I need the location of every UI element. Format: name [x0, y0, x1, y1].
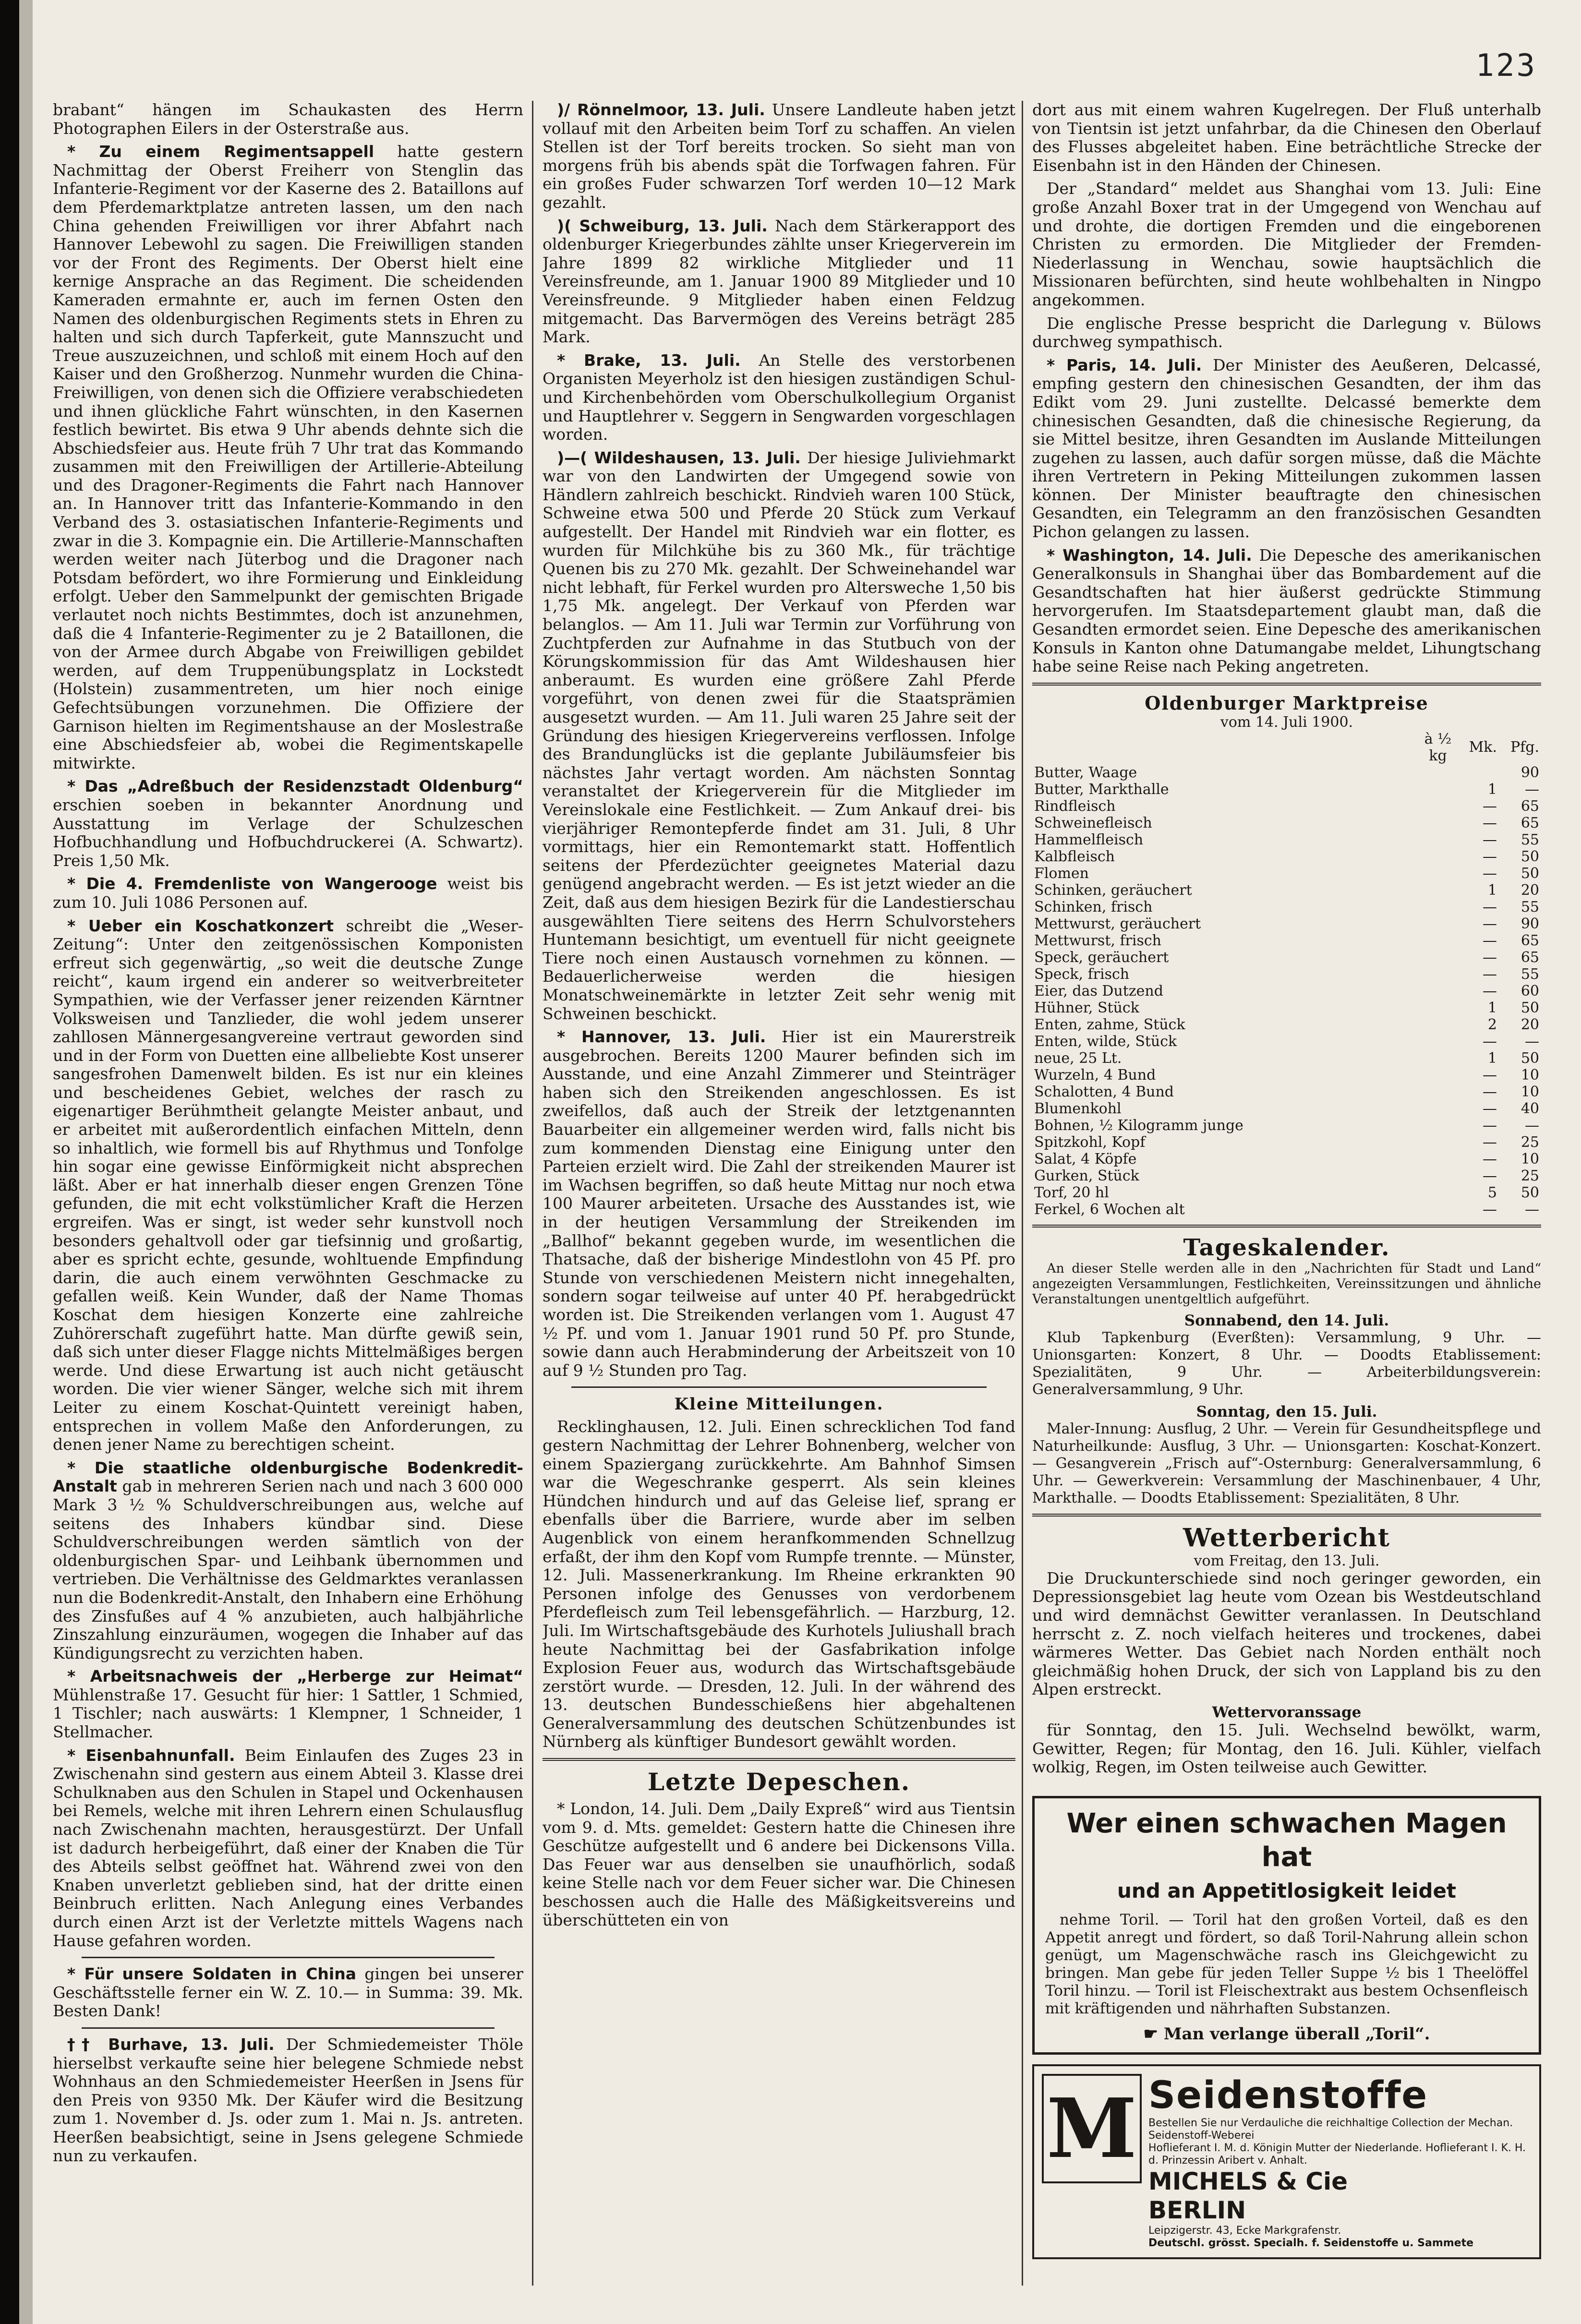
table-row: [1032, 1151, 1541, 1168]
table-row: [1032, 1184, 1541, 1201]
ad-city: BERLIN: [1148, 2196, 1246, 2224]
price-pfennig: 50: [1521, 1184, 1539, 1201]
price-item: Mettwurst, frisch: [1034, 932, 1162, 949]
article: * Die 4. Fremdenliste von Wangerooge weist bis zum 10. Juli 1086 Personen auf.: [53, 874, 523, 912]
weather-title: Wetterbericht: [1183, 1523, 1390, 1553]
price-mark: —: [1483, 949, 1497, 966]
article: * Hannover, 13. Juli. Hier ist ein Maurerstreik ausgebrochen. Bereits 1200 Maurer befinden sich im Ausstande, und eine Anzahl Zimmerer und Steinträger haben sich den Streikenden angeschlossen. Es ist zweifellos, daß auch der Streik der letztgenannten Bauarbeiter ein allgemeiner werden wird, falls nicht bis zum kommenden Dienstag eine Einigung unter den Parteien erzielt wird. Die Zahl der streikenden Maurer ist im Wachsen begriffen, so daß heute Mittag nur noch etwa 100 Maurer arbeiteten. Ursache des Ausstandes ist, wie in der heutigen Versammlung der Streikenden im „Ballhof“ bekannt gegeben wurde, im wesentlichen die Thatsache, daß der bisherige Mindestlohn von 45 Pf. pro Stunde von verschiedenen Meistern nicht innegehalten, sondern sogar teilweise auf unter 40 Pf. herabgedrückt worden ist. Die Streikenden verlangen vom 1. August 47 ½ Pf. und vom 1. Januar 1901 rund 50 Pf. pro Stunde, sowie dann auch Herabminderung der Arbeitszeit von 10 auf 9 ½ Stunden pro Tag.: [543, 1027, 1015, 1380]
price-item: Salat, 4 Köpfe: [1034, 1150, 1137, 1168]
price-pfennig: 25: [1521, 1133, 1539, 1151]
price-unit: [1419, 1184, 1457, 1201]
ad-note: Bestellen Sie nur Verdauliche die reichhaltige Collection der Mechan. Seidenstoff-Weberei: [1148, 2117, 1513, 2142]
column-rule: [532, 101, 533, 2286]
price-pfennig: 90: [1521, 764, 1539, 781]
mk-header: Mk.: [1469, 739, 1497, 756]
price-pfennig: —: [1525, 1201, 1539, 1218]
forecast-text: für Sonntag, den 15. Juli. Wechselnd bewölkt, warm, Gewitter, Regen; für Montag, den 16. Juli. Kühler, vielfach wolkig, Regen, im Osten teilweise auch Gewitter.: [1032, 1720, 1541, 1777]
forecast-title: Wettervoranssage: [1212, 1703, 1362, 1721]
price-mark: —: [1483, 814, 1497, 831]
divider: [82, 2027, 495, 2029]
price-unit: [1419, 1084, 1457, 1100]
price-mark: 1: [1487, 999, 1497, 1016]
price-mark: [1457, 764, 1499, 781]
calendar-items: Maler-Innung: Ausflug, 2 Uhr. — Verein für Gesundheitspflege und Naturheilkunde: Ausflug, 3 Uhr. — Unionsgarten: Koschat-Konzert. — Gesangverein „Frisch auf“-Osternburg: Generalversammlung, 6 Uhr. — Gewerkverein: Versammlung der Maschinenbauer, 4 Uhr, Markthalle. — Doodts Etablissement: Spezialitäten, 8 Uhr.: [1032, 1420, 1541, 1506]
article: * Zu einem Regimentsappell hatte gestern Nachmittag der Oberst Freiherr von Stenglin das Infanterie-Regiment vor der Kaserne des 2. Bataillons auf dem Pferdemarktplatze antreten lassen, um den nach China gehenden Freiwilligen vor ihrer Abfahrt nach Hannover Lebewohl zu sagen. Die Freiwilligen standen vor der Front des Regiments. Der Oberst hielt eine kernige Ansprache an das Regiment. Die scheidenden Kameraden ermahnte er, auch im fernen Osten den Namen des oldenburgischen Regiments stets in Ehren zu halten und sich durch Tapferkeit, gute Mannszucht und Treue auszuzeichnen, und schloß mit einem Hoch auf den Kaiser und den Großherzog. Nunmehr wurden die China-Freiwilligen, von denen sich die Offiziere verabschiedeten und ihnen glückliche Fahrt wünschten, in den Kasernen festlich bewirtet. Bis etwa 9 Uhr abends dehnte sich die Abschiedsfeier aus. Heute früh 7 Uhr trat das Kommando zusammen mit den Freiwilligen der Artillerie-Abteilung und des Dragoner-Regiments die Fahrt nach Hannover an. In Hannover tritt das Infanterie-Kommando in den Verband des 3. ostasiatischen Infanterie-Regiments und zwar in die 3. Kompagnie ein. Die Artillerie-Mannschaften werden weiter nach Jüterbog und die Dragoner nach Potsdam befördert, wo ihre Formierung und Einkleidung erfolgt. Ueber den Sammelpunkt der gemischten Brigade verlautet noch nichts Bestimmtes, doch ist anzunehmen, daß die 4 Infanterie-Regimenter zu je 2 Bataillonen, die von der Armee durch Abgabe von Freiwilligen gebildet werden, auf dem Truppenübungsplatz in Lockstedt (Holstein) zusammentreten, um hier noch einige Gefechtsübungen vorzunehmen. Die Offiziere der Garnison hielten im Regimentshause an der Moslestraße eine Abschiedsfeier ab, wobei die Regimentskapelle mitwirkte.: [53, 142, 523, 772]
price-item: Schalotten, 4 Bund: [1034, 1083, 1174, 1100]
table-row: [1032, 882, 1541, 899]
price-pfennig: 50: [1521, 999, 1539, 1016]
table-row: [1032, 1050, 1541, 1067]
column-1: [53, 101, 523, 2295]
price-mark: —: [1483, 1150, 1497, 1168]
article: Die englische Presse bespricht die Darlegung v. Bülows durchweg sympathisch.: [1032, 313, 1541, 351]
price-pfennig: —: [1525, 1117, 1539, 1134]
price-unit: [1419, 1168, 1457, 1184]
table-row: [1032, 1084, 1541, 1100]
table-row: [1032, 966, 1541, 983]
price-item: Kalbfleisch: [1034, 848, 1115, 865]
price-pfennig: 60: [1521, 982, 1539, 999]
table-row: [1032, 1033, 1541, 1050]
price-item: Butter, Waage: [1034, 764, 1137, 781]
toril-advertisement: [1032, 1796, 1541, 2055]
ad-subline: und an Appetitlosigkeit leidet: [1117, 1878, 1457, 1903]
table-row: [1032, 865, 1541, 882]
price-item: Torf, 20 hl: [1034, 1184, 1109, 1201]
price-item: Schinken, geräuchert: [1034, 881, 1192, 899]
price-unit: [1419, 865, 1457, 882]
price-pfennig: 65: [1521, 932, 1539, 949]
price-unit: [1419, 1016, 1457, 1033]
table-header: [1032, 731, 1541, 764]
price-unit: [1419, 1117, 1457, 1134]
article: †† Burhave, 13. Juli. Der Schmiedemeister Thöle hierselbst verkaufte seine hier belegene Schmiede nebst Wohnhaus an den Schmiedemeister Heerßen in Jsens für den Preis von 9350 Mk. Der Käufer wird die Besitzung zum 1. November d. Js. oder zum 1. Mai n. Js. antreten. Heerßen beabsichtigt, seine in Jsens gelegene Schmiede nun zu verkaufen.: [53, 2035, 523, 2165]
table-row: [1032, 915, 1541, 932]
article: brabant“ hängen im Schaukasten des Herrn Photographen Eilers in der Osterstraße aus.: [53, 101, 523, 138]
price-unit: [1419, 815, 1457, 831]
divider: [1032, 1514, 1541, 1517]
price-item: Wurzeln, 4 Bund: [1034, 1066, 1156, 1084]
price-pfennig: 10: [1521, 1150, 1539, 1168]
price-pfennig: 50: [1521, 865, 1539, 882]
price-pfennig: —: [1525, 1033, 1539, 1050]
price-unit: [1419, 999, 1457, 1016]
price-mark: —: [1483, 1066, 1497, 1084]
price-pfennig: —: [1525, 781, 1539, 798]
price-item: Spitzkohl, Kopf: [1034, 1133, 1146, 1151]
price-item: Rindfleisch: [1034, 797, 1116, 815]
price-unit: [1419, 1050, 1457, 1067]
price-item: Schinken, frisch: [1034, 898, 1153, 915]
price-pfennig: 20: [1521, 1016, 1539, 1033]
divider: [82, 1957, 495, 1958]
price-mark: 2: [1487, 1016, 1497, 1033]
price-unit: [1419, 1134, 1457, 1151]
ad-headline: Wer einen schwachen Magen hat: [1066, 1807, 1507, 1873]
price-unit: [1419, 1151, 1457, 1168]
ad-address: Leipzigerstr. 43, Ecke Markgrafenstr.: [1148, 2224, 1341, 2237]
table-row: [1032, 949, 1541, 966]
price-unit: [1419, 949, 1457, 966]
price-mark: 1: [1487, 781, 1497, 798]
price-mark: —: [1483, 1100, 1497, 1117]
hand-pointer-icon: ☛: [1143, 2024, 1164, 2044]
table-row: [1032, 848, 1541, 865]
scan-edge: [0, 0, 19, 2324]
price-item: Enten, wilde, Stück: [1034, 1033, 1177, 1050]
divider: [1032, 1225, 1541, 1228]
table-row: [1032, 932, 1541, 949]
divider: [571, 1386, 987, 1388]
price-pfennig: 50: [1521, 848, 1539, 865]
calendar-intro: An dieser Stelle werden alle in den „Nachrichten für Stadt und Land“ angezeigten Versammlungen, Festlichkeiten, Vereinssitzungen und ähnliche Veranstaltungen unentgeltlich aufgeführt.: [1032, 1261, 1541, 1307]
price-unit: [1419, 1067, 1457, 1084]
table-row: [1032, 764, 1541, 781]
article: Der „Standard“ meldet aus Shanghai vom 13. Juli: Eine große Anzahl Boxer trat in der Umgegend von Wenchau auf und drohte, die dortigen Fremden und die eingeborenen Christen zu ermorden. Die Mitglieder der Fremden-Niederlassung in Wenchau, sowie hauptsächlich die Missionaren befürchten, sind heute wohlbehalten in Ningpo angekommen.: [1032, 179, 1541, 309]
ad-tagline: Deutschl. grösst. Specialh. f. Seidenstoffe u. Sammete: [1148, 2237, 1474, 2249]
table-row: [1032, 1016, 1541, 1033]
price-pfennig: 10: [1521, 1066, 1539, 1084]
calendar-day: Sonntag, den 15. Juli.: [1196, 1403, 1377, 1421]
table-row: [1032, 831, 1541, 848]
price-mark: —: [1483, 915, 1497, 932]
price-item: Hammelfleisch: [1034, 831, 1144, 848]
divider: [1032, 683, 1541, 686]
table-row: [1032, 1067, 1541, 1084]
price-item: Ferkel, 6 Wochen alt: [1034, 1201, 1185, 1218]
table-row: [1032, 983, 1541, 999]
price-mark: —: [1483, 982, 1497, 999]
market-price-table: [1032, 731, 1541, 1218]
article: * London, 14. Juli. Dem „Daily Expreß“ wird aus Tientsin vom 9. d. Mts. gemeldet: Gestern hatte die Chinesen ihre Geschütze aufgestellt und 6 andere bei Dickensons Villa. Das Feuer war aus denselben sie unaufhörlich, sodaß keine Stelle nach vor dem Feuer sicher war. Die Chinesen beschossen auch die Halle des Mäßigkeitsvereins und überschütteten ein von: [543, 1799, 1015, 1929]
price-pfennig: 90: [1521, 915, 1539, 932]
table-row: [1032, 1100, 1541, 1117]
weather-subtitle: vom Freitag, den 13. Juli.: [1194, 1552, 1380, 1569]
price-mark: —: [1483, 1033, 1497, 1050]
article: Recklinghausen, 12. Juli. Einen schrecklichen Tod fand gestern Nachmittag der Lehrer Bohnenberg, welcher von einem Spaziergang zurückkehrte. Am Bahnhof Simsen war die Wegeschranke gesperrt. Als sein kleines Hündchen hindurch und auf das Geleise lief, sprang er ebenfalls über die Barriere, wurde aber im selben Augenblick von einem heranfkommenden Schnellzug erfaßt, der ihm den Kopf vom Rumpfe trennte. — Münster, 12. Juli. Massenerkrankung. Im Rheine erkrankten 90 Personen infolge des Genusses von verdorbenem Pferdefleisch zum Teil lebensgefährlich. — Harzburg, 12. Juli. Im Wirtschaftsgebäude des Kurhotels Juliushall brach heute Nachmittag bei der Gasfabrikation infolge Explosion Feuer aus, wodurch das Wirtschaftsgebäude zerstört wurde. — Dresden, 12. Juli. In der während des 13. deutschen Bundesschießens hier abgehaltenen Generalversammlung des deutschen Schützenbundes ist Nürnberg als künftiger Bundesort gewählt worden.: [543, 1417, 1015, 1751]
page-number: 123: [1475, 48, 1537, 84]
price-item: Flomen: [1034, 865, 1089, 882]
ad-body: [1148, 2074, 1532, 2250]
column-rule: [1022, 101, 1023, 2286]
table-row: [1032, 1134, 1541, 1151]
article: * Eisenbahnunfall. Beim Einlaufen des Zuges 23 in Zwischenahn sind gestern aus einem Abteil 3. Klasse drei Schulknaben aus den Schulen in Stapel und Ockenhausen bei Remels, welche mit ihren Lehrern einen Schulausflug nach Zwischenahn machten, herausgestürzt. Der Unfall ist dadurch herbeigeführt, daß einer der Knaben die Tür des Abteils selbst geöffnet hat. Während zwei von den Knaben unverletzt geblieben sind, hat der dritte einen Beinbruch erlitten. Nach Anlegung eines Verbandes durch einen Arzt ist der Verletzte mittels Wagens nach Hause gefahren worden.: [53, 1746, 523, 1950]
price-mark: —: [1483, 1083, 1497, 1100]
price-mark: —: [1483, 965, 1497, 983]
article: * Arbeitsnachweis der „Herberge zur Heimat“ Mühlenstraße 17. Gesucht für hier: 1 Sattler, 1 Schmied, 1 Tischler; nach auswärts: 1 Klempner, 1 Schneider, 1 Stellmacher.: [53, 1667, 523, 1742]
article: * Paris, 14. Juli. Der Minister des Aeußeren, Delcassé, empfing gestern den chinesischen Gesandten, der ihm das Edikt vom 29. Juni zustellte. Delcassé bemerkte dem chinesischen Gesandten, daß die chinesische Regierung, da sie Mittel besitze, ihren Gesandten im Auslande Mitteilungen zugehen zu lassen, auch dafür sorgen müsse, daß die Mächte ihren Vertretern in Peking Mitteilungen zukommen lassen können. Der Minister beauftragte den chinesischen Gesandten, ein Telegramm an den französischen Gesandten Pichon gelangen zu lassen.: [1032, 355, 1541, 542]
seidenstoffe-advertisement: [1032, 2064, 1541, 2259]
table-row: [1032, 899, 1541, 915]
ad-warrant: Hoflieferant I. M. d. Königin Mutter der Niederlande. Hoflieferant I. K. H. d. Prinzessin Aribert v. Anhalt.: [1148, 2142, 1526, 2167]
table-row: [1032, 798, 1541, 815]
unit-header: à ½ kg: [1424, 730, 1452, 764]
price-unit: [1419, 798, 1457, 815]
table-row: [1032, 1168, 1541, 1184]
price-unit: [1419, 899, 1457, 915]
price-mark: —: [1483, 1133, 1497, 1151]
article: )( Schweiburg, 13. Juli. Nach dem Stärkerapport des oldenburger Kriegerbundes zählte unser Kriegerverein im Jahre 1899 82 wirkliche Mitglieder und 11 Vereinsfreunde, am 1. Januar 1900 89 Mitglieder und 10 Vereinsfreunde. 9 Mitglieder haben einen Feldzug mitgemacht. Das Barvermögen des Vereins beträgt 285 Mark.: [543, 216, 1015, 347]
scan-edge-shadow: [19, 0, 33, 2324]
price-item: Butter, Markthalle: [1034, 781, 1169, 798]
price-unit: [1419, 1201, 1457, 1218]
price-item: Enten, zahme, Stück: [1034, 1016, 1185, 1033]
section-title: Kleine Mitteilungen.: [674, 1395, 884, 1414]
price-mark: 1: [1487, 1049, 1497, 1067]
article: * Das „Adreßbuch der Residenzstadt Oldenburg“ erschien soeben in bekannter Anordnung und Ausstattung im Verlage der Schulzeschen Hofbuchhandlung und Hofbuchdruckerei (A. Schwartz). Preis 1,50 Mk.: [53, 777, 523, 870]
table-row: [1032, 1117, 1541, 1134]
weather-text: Die Druckunterschiede sind noch geringer geworden, ein Depressionsgebiet lag heute vom Ozean bis Westdeutschland und wird demnächst Gewitter veranlassen. In Deutschland herrscht z. Z. noch vielfach heiteres und trockenes, dabei wärmeres Wetter. Das Gebiet nach Norden enthält noch gleichmäßig hohen Druck, der sich von Lappland bis zu den Alpen erstreckt.: [1032, 1568, 1541, 1699]
price-item: Mettwurst, geräuchert: [1034, 915, 1201, 932]
price-item: Speck, geräuchert: [1034, 949, 1169, 966]
price-unit: [1419, 882, 1457, 899]
calendar-day: Sonnabend, den 14. Juli.: [1184, 1312, 1389, 1329]
price-pfennig: 65: [1521, 797, 1539, 815]
price-pfennig: 10: [1521, 1083, 1539, 1100]
price-pfennig: 25: [1521, 1167, 1539, 1184]
price-item: Gurken, Stück: [1034, 1167, 1139, 1184]
ad-firm: MICHELS & Cie: [1148, 2167, 1348, 2195]
table-row: [1032, 999, 1541, 1016]
column-3: [1032, 101, 1541, 2295]
price-mark: —: [1483, 1201, 1497, 1218]
article: )/ Rönnelmoor, 13. Juli. Unsere Landleute haben jetzt vollauf mit den Arbeiten beim Torf zu schaffen. An vielen Stellen ist der Torf bereits trocken. So sieht man von morgens früh bis abends spät die Torfwagen fahren. Für ein großes Fuder schwarzen Torf werden 10—12 Mark gezahlt.: [543, 101, 1015, 212]
column-2: [543, 101, 1015, 2295]
price-pfennig: 55: [1521, 831, 1539, 848]
price-pfennig: 65: [1521, 814, 1539, 831]
article: * Die staatliche oldenburgische Bodenkredit-Anstalt gab in mehreren Serien nach und nach 3 600 000 Mark 3 ½ % Schuldverschreibungen aus, welche auf seitens des Inhabers kündbar sind. Diese Schuldverschreibungen werden sämtlich von der oldenburgischen Spar- und Leihbank übernommen und vertrieben. Die Verhältnisse des Geldmarktes veranlassen nun die Bodenkredit-Anstalt, den Inhabern eine Erhöhung des Zinsfußes auf 4 % anzubieten, auch halbjährliche Zinszahlung einzuräumen, wogegen die Inhaber auf das Kündigungsrecht zu verzichten haben.: [53, 1458, 523, 1662]
market-date: vom 14. Juli 1900.: [1220, 713, 1353, 731]
michels-logo: M: [1042, 2074, 1142, 2183]
article: * Für unsere Soldaten in China gingen bei unserer Geschäftsstelle ferner ein W. Z. 10.— in Summa: 39. Mk. Besten Dank!: [53, 1964, 523, 2021]
price-mark: —: [1483, 797, 1497, 815]
price-item: Hühner, Stück: [1034, 999, 1139, 1016]
price-mark: —: [1483, 831, 1497, 848]
price-unit: [1419, 1100, 1457, 1117]
price-pfennig: 55: [1521, 898, 1539, 915]
table-row: [1032, 1201, 1541, 1218]
price-unit: [1419, 848, 1457, 865]
table-row: [1032, 781, 1541, 798]
price-mark: 5: [1487, 1184, 1497, 1201]
price-unit: [1419, 915, 1457, 932]
article: * Ueber ein Koschatkonzert schreibt die „Weser-Zeitung“: Unter den zeitgenössischen Komponisten erfreut sich gegenwärtig, „so weit die deutsche Zunge reicht“, kaum irgend ein anderer so weitverbreiteter Sympathien, wie der Verfasser jener reizenden Kärntner Volksweisen und Tanzlieder, die wohl jedem unserer zahllosen Männergesangvereine vertraut geworden sind und in der Form von Duetten eine allbeliebte Kost unserer sangesfrohen Damenwelt bilden. Es ist nur ein kleines und bescheidenes Gebiet, welches der rasch zu eigenartiger Berühmtheit gelangte Meister anbaut, und er arbeitet mit außerordentlich einfachen Mitteln, denn so inhaltlich, wie formell bis auf Rhythmus und Tonfolge hin sogar eine gewisse Einförmigkeit nicht absprechen läßt. Aber er hat innerhalb dieser engen Grenzen Töne gefunden, die mit echt volkstümlicher Kraft die Herzen ergreifen. Was er singt, ist weder sehr kunstvoll noch besonders gehaltvoll oder gar tiefsinnig und großartig, aber es spricht echte, gesunde, wohltuende Empfindung darin, die auch einem verwöhnten Geschmacke zu gefallen weiß. Kein Wunder, daß der Name Thomas Koschat dem hiesigen Konzerte eine zahlreiche Zuhörerschaft zugeführt hatte. Man dürfte gewiß sein, daß sich unter dieser Flagge nichts Mittelmäßiges bergen werde. Und diese Erwartung ist auch nicht getäuscht worden. Die vier wiener Sänger, welche sich mit ihrem Leiter zu einem Koschat-Quintett vereinigt haben, entsprechen in vollem Maße den Anforderungen, zu denen jener Name zu berechtigen scheint.: [53, 916, 523, 1454]
price-unit: [1419, 966, 1457, 983]
ad-footer: ☛ Man verlange überall „Toril“.: [1143, 2024, 1430, 2044]
price-mark: —: [1483, 1167, 1497, 1184]
section-title: Letzte Depeschen.: [647, 1768, 911, 1796]
price-unit: [1419, 831, 1457, 848]
price-mark: —: [1483, 1117, 1497, 1134]
price-mark: —: [1483, 865, 1497, 882]
price-item: Eier, das Dutzend: [1034, 982, 1163, 999]
price-pfennig: 55: [1521, 965, 1539, 983]
price-item: Bohnen, ½ Kilogramm junge: [1034, 1117, 1243, 1134]
price-mark: —: [1483, 932, 1497, 949]
price-item: Schweinefleisch: [1034, 814, 1152, 831]
price-item: Blumenkohl: [1034, 1100, 1122, 1117]
ad-text: nehme Toril. — Toril hat den großen Vorteil, daß es den Appetit anregt und fördert, so daß Toril-Nahrung allein schon genügt, um Magenschwäche rasch ins Gleichgewicht zu bringen. Man gebe für jeden Teller Suppe ½ bis 1 Theelöffel Toril hinzu. — Toril ist Fleischextrakt aus bestem Ochsenfleisch mit kräftigenden und nährhaften Substanzen.: [1045, 1911, 1528, 2017]
price-mark: 1: [1487, 881, 1497, 899]
price-item: neue, 25 Lt.: [1034, 1049, 1122, 1067]
price-pfennig: 20: [1521, 881, 1539, 899]
price-mark: —: [1483, 848, 1497, 865]
price-unit: [1419, 983, 1457, 999]
divider: [543, 1758, 1015, 1761]
calendar-items: Klub Tapkenburg (Everßten): Versammlung, 9 Uhr. — Unionsgarten: Konzert, 8 Uhr. — Doodts Etablissement: Spezialitäten, 9 Uhr. — Arbeiterbildungsverein: Generalversammlung, 9 Uhr.: [1032, 1329, 1541, 1398]
price-pfennig: 65: [1521, 949, 1539, 966]
article: * Brake, 13. Juli. An Stelle des verstorbenen Organisten Meyerholz ist den hiesigen zuständigen Schul- und Kirchenbehörden vom Oberschulkollegium Organist und Hauptlehrer v. Seggern in Sengwarden vorgeschlagen worden.: [543, 350, 1015, 444]
article: * Washington, 14. Juli. Die Depesche des amerikanischen Generalkonsuls in Shanghai über das Bombardement auf die Gesandtschaften hat hier äußerst gedrückte Stimmung hervorgerufen. Im Staatsdepartement glaubt man, daß die Gesandten ermordet seien. Eine Depesche des amerikanischen Konsuls in Kanton ohne Datumangabe meldet, Lihungtschang habe seine Reise nach Peking angetreten.: [1032, 545, 1541, 676]
price-unit: [1419, 1033, 1457, 1050]
market-title: Oldenburger Marktpreise: [1145, 692, 1429, 714]
article: )—( Wildeshausen, 13. Juli. Der hiesige Juliviehmarkt war von den Landwirten der Umgegend sowie von Händlern zahlreich beschickt. Rindvieh waren 100 Stück, Schweine etwa 500 und Pferde 20 Stück zum Verkauf aufgestellt. Der Handel mit Rindvieh war ein flotter, es wurden für Milchkühe bis zu 360 Mk., für trächtige Quenen bis zu 270 Mk. gezahlt. Der Schweinehandel war nicht lebhaft, für Ferkel wurden pro Altersweche 1,50 bis 1,75 Mk. angelegt. Der Verkauf von Pferden war belanglos. — Am 11. Juli war Termin zur Vorführung von Zuchtpferden zur Aufnahme in das Stutbuch von der Körungskommission für das Amt Wildeshausen hier anberaumt. Es wurden eine größere Zahl Pferde vorgeführt, von denen zwei für die Staatsprämien ausgesetzt wurden. — Am 11. Juli waren 25 Jahre seit der Gründung des hiesigen Kriegervereins verflossen. Infolge des Brandunglücks ist die geplante Jubiläumsfeier bis nächstes Jahr vertagt worden. Am nächsten Sonntag veranstaltet der Kriegerverein für die Mitglieder im Vereinslokale eine Festlichkeit. — Zum Ankauf drei- bis vierjähriger Remontepferde findet am 31. Juli, 8 Uhr vormittags, hier ein Remontemarkt statt. Hoffentlich seitens der Pferdezüchter geeignetes Material dazu genügend angebracht werden. — Es ist jetzt wieder an die Zeit, daß aus dem hiesigen Bezirk für die Landestierschau ausgewählten Tiere seitens des Herrn Schulvorstehers Huntemann besichtigt, um eventuell für nicht geeignete Tiere noch einen Austausch vornehmen zu können. — Bedauerlicherweise werden die hiesigen Monatschweinemärkte in letzter Zeit sehr wenig mit Schweinen beschickt.: [543, 448, 1015, 1023]
price-pfennig: 40: [1521, 1100, 1539, 1117]
price-unit: [1419, 781, 1457, 798]
price-mark: —: [1483, 898, 1497, 915]
price-unit: [1419, 764, 1457, 781]
pf-header: Pfg.: [1510, 739, 1539, 756]
article: dort aus mit einem wahren Kugelregen. Der Fluß unterhalb von Tientsin ist jetzt unfahrbar, da die Chinesen den Oberlauf des Flusses abgeleitet haben. Eine beträchtliche Strecke der Eisenbahn ist in den Händen der Chinesen.: [1032, 101, 1541, 175]
price-item: Speck, frisch: [1034, 965, 1130, 983]
ad-brand: Seidenstoffe: [1148, 2073, 1428, 2117]
price-unit: [1419, 932, 1457, 949]
price-pfennig: 50: [1521, 1049, 1539, 1067]
table-row: [1032, 815, 1541, 831]
calendar-title: Tageskalender.: [1183, 1234, 1390, 1261]
